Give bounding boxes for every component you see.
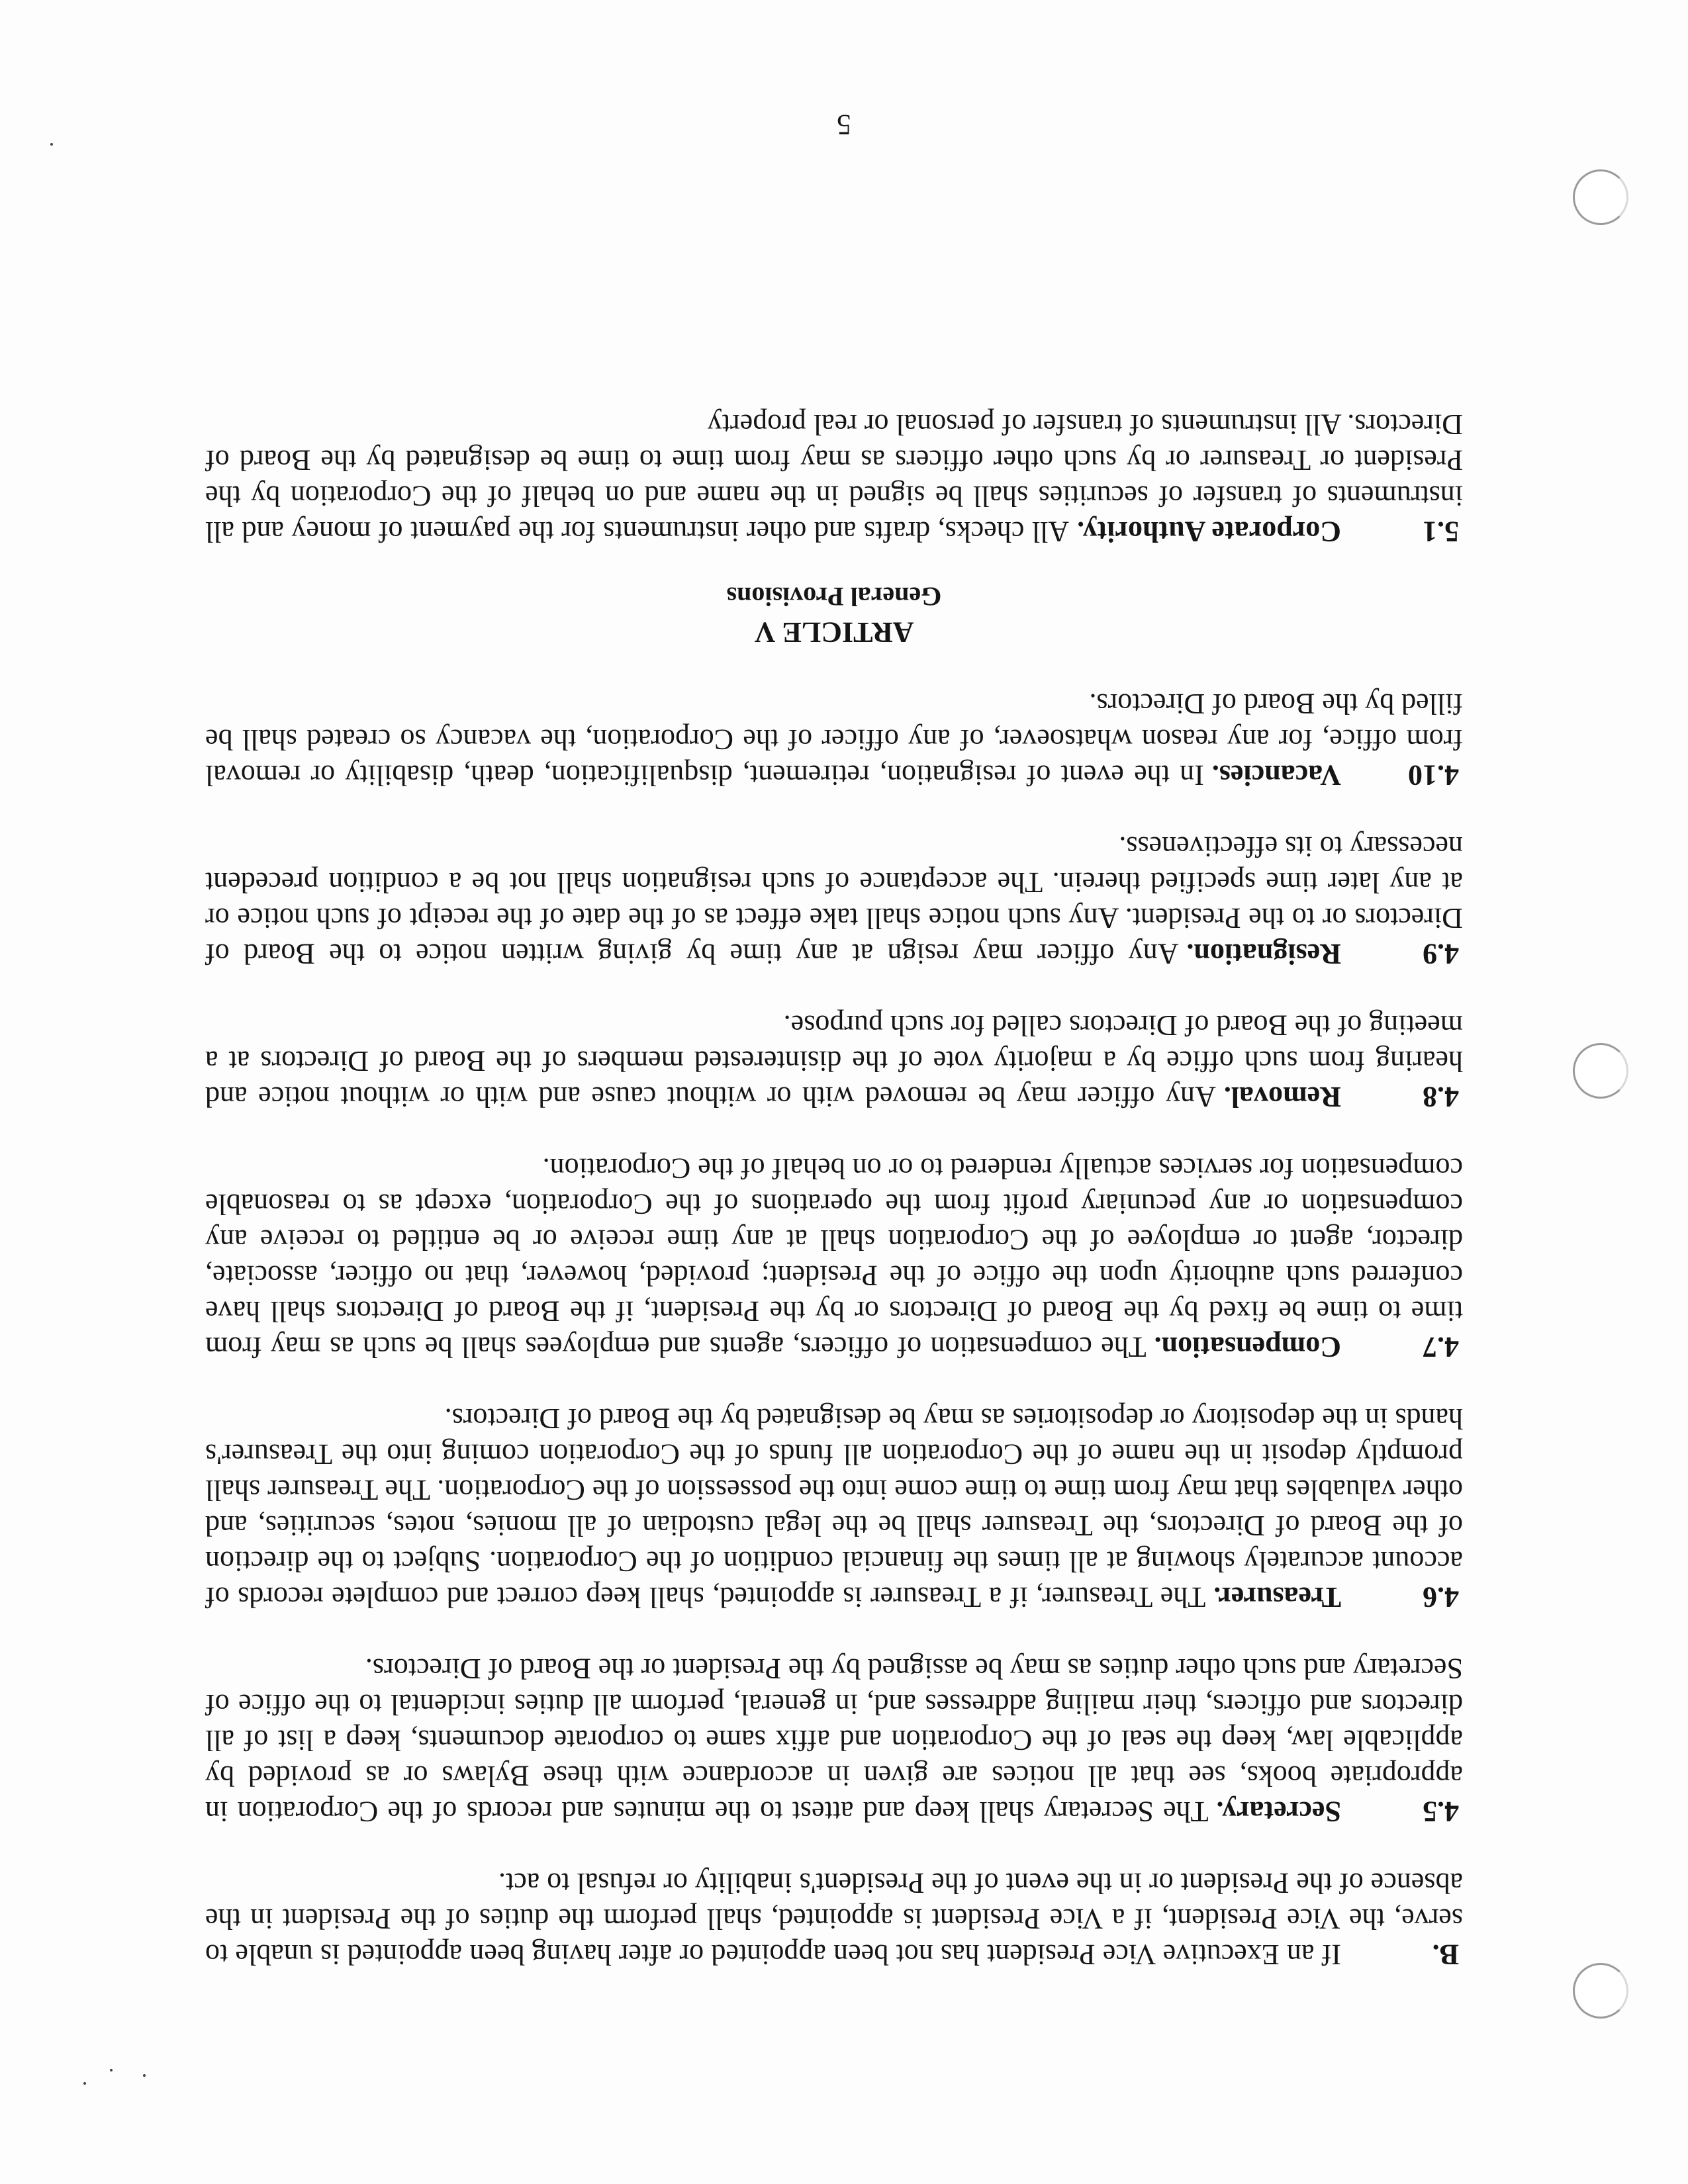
section-number: 4.6 (1423, 1581, 1459, 1614)
section-heading: Compensation. (1154, 1331, 1341, 1363)
scan-speck (50, 143, 53, 146)
paragraph-text: The Treasurer, if a Treasurer is appointed, shall keep correct and complete records of account accurately showing at all times the financial condition of the Corporation. Subject to the direction of the Board of Directors, the Treasurer shall be the legal custodian of all monies, notes, securities, and other valuables that may from time to time come into the possession of the Corporation. The Treasurer shall promptly deposit in the name of the Corporation all funds of the Corporation coming into the Treasurer's hands in the depository or depositories as may be designated by the Board of Directors. (205, 1402, 1463, 1614)
paragraph-text: Any officer may resign at any time by giving written notice to the Board of Directors or to the President. Any such notice shall take effect as of the date of the receipt of such notice or at any later time specified therein. The acceptance of such resignation shall not be a condition precedent necessary to its effectiveness. (205, 831, 1463, 970)
section-number: 4.5 (1423, 1796, 1459, 1828)
paragraph-4-5 (205, 1651, 1463, 1829)
scan-speck (83, 2082, 86, 2085)
scan-speck (143, 2074, 146, 2077)
paragraph-5-1 (205, 406, 1463, 549)
paragraph-4-7 (205, 1150, 1463, 1365)
section-number: B. (1432, 1938, 1459, 1971)
section-heading: Secretary. (1216, 1796, 1341, 1828)
punch-hole-icon (1573, 169, 1628, 225)
section-number: 4.7 (1423, 1331, 1459, 1363)
paragraph-text: Any officer may be removed with or without cause and with or without notice and hearing from such office by a majority vote of the disinterested members of the Board of Directors at a meeting of the Board of Directors called for such purpose. (205, 1009, 1463, 1113)
article-title: ARTICLE V (754, 616, 914, 649)
paragraph-text: In the event of resignation, retirement, disqualification, death, disability or removal from office, for any reason whatsoever, of any officer of the Corporation, the vacancy so created shall be filled by the Board of Directors. (205, 688, 1463, 792)
document-body (205, 371, 1463, 1972)
paragraph-b (205, 1865, 1463, 1972)
section-heading: Removal. (1223, 1081, 1341, 1113)
section-heading: Vacancies. (1211, 759, 1341, 792)
section-heading: Corporate Authority. (1077, 516, 1341, 548)
section-number: 5.1 (1423, 516, 1459, 548)
paragraph-text: If an Executive Vice President has not been appointed or after having been appointed is unable to serve, the Vice President, if a Vice President is appointed, shall perform the duties of the President in the absence of the President or in the event of the President's inability or refusal to act. (205, 1867, 1463, 1971)
paragraph-4-8 (205, 1007, 1463, 1115)
section-number: 4.8 (1423, 1081, 1459, 1113)
section-heading: Treasurer. (1213, 1581, 1341, 1614)
punch-hole-icon (1573, 1043, 1628, 1099)
paragraph-text: The Secretary shall keep and attest to the minutes and records of the Corporation in appropriate books, see that all notices are given in accordance with these Bylaws or as provided by applicable law, keep the seal of the Corporation and affix same to corporate documents, keep a list of all directors and officers, their mailing addresses and, in general, perform all duties incidental to the office of Secretary and such other duties as may be assigned by the President or the Board of Directors. (205, 1653, 1463, 1828)
paragraph-text: The compensation of officers, agents and employees shall be such as may from time to time be fixed by the Board of Directors or by the President, if the Board of Directors shall have conferred such authority upon the office of the President; provided, however, that no officer, associate, director, agent or employee of the Corporation shall at any time receive or be entitled to receive any compensation or any pecuniary profit from the operations of the Corporation, except as to reasonable compensation for services actually rendered to or on behalf of the Corporation. (205, 1152, 1463, 1363)
punch-hole-icon (1573, 1963, 1628, 2019)
article-subtitle: General Provisions (726, 582, 942, 612)
paragraph-4-6 (205, 1400, 1463, 1615)
section-number: 4.9 (1423, 938, 1459, 970)
scan-speck (110, 2069, 113, 2071)
paragraph-text: All checks, drafts and other instruments for the payment of money and all instruments of transfer of securities shall be signed in the name and on behalf of the Corporation by the President or Treasurer or by such other officers as may from time to time be designated by the Board of Directors. All instruments of transfer of personal or real property (205, 408, 1463, 548)
paragraph-4-10 (205, 686, 1463, 793)
page-number: 5 (837, 109, 851, 141)
section-heading: Resignation. (1186, 938, 1341, 970)
section-number: 4.10 (1408, 759, 1459, 792)
paragraph-4-9 (205, 829, 1463, 972)
